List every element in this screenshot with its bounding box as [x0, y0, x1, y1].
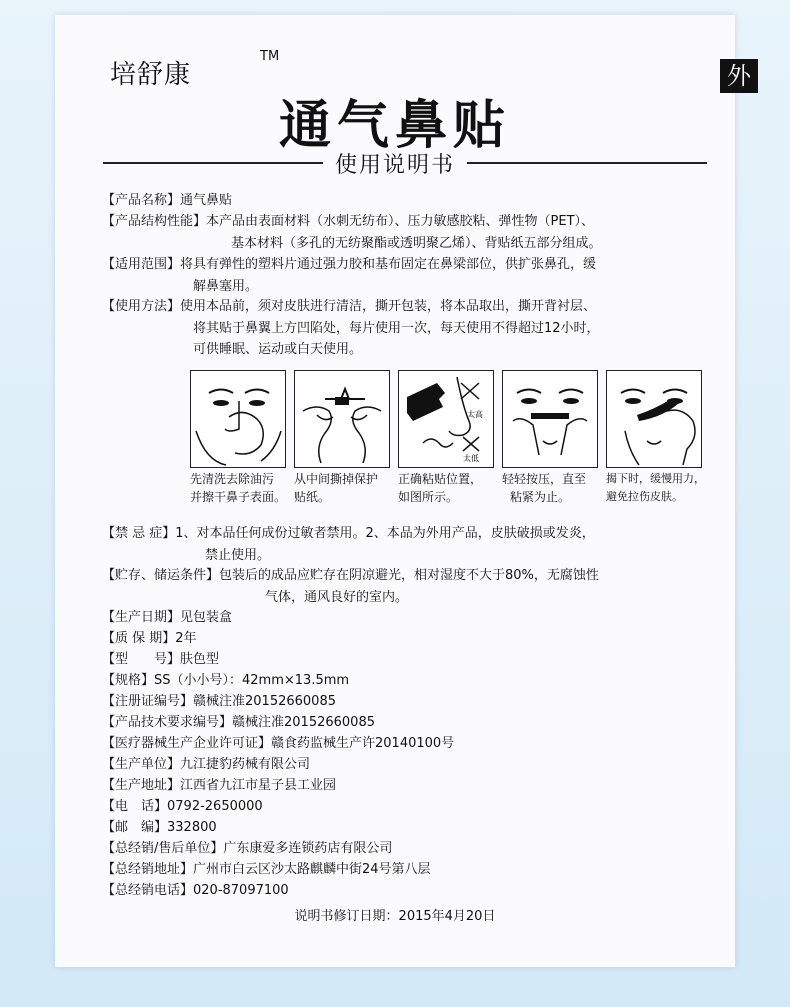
usage-label: 【使用方法】	[102, 299, 181, 314]
brand-name: 培舒康	[110, 60, 192, 90]
usage-line2: 将其贴于鼻翼上方凹陷处，每片使用一次，每天使用不得超过12小时，	[193, 321, 600, 336]
structure-line1: 本产品由表面材料（水刺无纺布）、压力敏感胶粘、弹性物（PET）、	[206, 214, 595, 229]
spec-row-warranty: 【质 保 期】2年	[102, 631, 197, 646]
storage-label: 【贮存、储运条件】	[102, 568, 220, 583]
external-use-badge: 外	[720, 59, 758, 93]
divider-right	[467, 162, 707, 164]
spec-row-distributor-address: 【总经销地址】广州市白云区沙太路麒麟中街24号第八层	[102, 862, 431, 877]
spec-row-distributor-phone: 【总经销电话】020-87097100	[102, 883, 289, 898]
structure-line2: 基本材料（多孔的无纺聚酯或透明聚乙烯）、背贴纸五部分组成。	[231, 236, 602, 251]
usage-row	[102, 297, 596, 317]
structure-label: 【产品结构性能】	[102, 214, 207, 229]
trademark-mark: TM	[260, 49, 280, 64]
spec-row-distributor: 【总经销/售后单位】广东康爱多连锁药店有限公司	[102, 841, 393, 856]
spec-row-model: 【型 号】肤色型	[102, 652, 220, 667]
illustration-peel-backing	[294, 370, 390, 468]
spec-row-phone: 【电 话】0792-2650000	[102, 799, 263, 814]
illustration-clean-nose	[190, 370, 286, 468]
spec-row-manufacturer: 【生产单位】九江捷豹药械有限公司	[102, 757, 311, 772]
contra-line2: 禁止使用。	[205, 548, 271, 563]
spec-row-registration: 【注册证编号】赣械注准20152660085	[102, 694, 336, 709]
illustration-press-strip	[502, 370, 598, 468]
illustration-remove-strip	[606, 370, 702, 468]
structure-row	[102, 212, 594, 232]
spec-row-production-date: 【生产日期】见包装盒	[102, 610, 233, 625]
too-low-label: 太低	[463, 454, 479, 463]
spec-row-postcode: 【邮 编】332800	[102, 820, 217, 835]
scope-label: 【适用范围】	[102, 257, 181, 272]
contra-label: 【禁 忌 症】	[102, 526, 176, 541]
illustration-position-guide	[398, 370, 494, 468]
scope-line1: 将具有弹性的塑料片通过强力胶和基布固定在鼻梁部位，供扩张鼻孔，缓	[180, 257, 597, 272]
spec-row-size: 【规格】SS（小小号）：42mm×13.5mm	[102, 673, 350, 688]
contra-line1: 1、对本品任何成份过敏者禁用。2、本品为外用产品，皮肤破损或发炎，	[175, 526, 595, 541]
storage-line1: 包装后的成品应贮存在阴凉避光，相对湿度不大于80%，无腐蚀性	[219, 568, 599, 583]
revision-date: 说明书修订日期：2015年4月20日	[294, 909, 496, 924]
product-name-row	[102, 191, 232, 211]
storage-row	[102, 566, 599, 586]
spec-row-address: 【生产地址】江西省九江市星子县工业园	[102, 778, 337, 793]
usage-line1: 使用本品前，须对皮肤进行清洁，撕开包装，将本品取出，撕开背衬层、	[180, 299, 597, 314]
document-subtitle: 使用说明书	[334, 153, 455, 178]
caption-step3: 正确粘贴位置， 如图所示。	[398, 472, 483, 504]
product-name-label: 【产品名称】	[102, 193, 181, 208]
scope-line2: 解鼻塞用。	[193, 279, 259, 294]
too-high-label: 太高	[467, 410, 483, 419]
caption-step1: 先清洗去除油污 并擦干鼻子表面。	[190, 472, 287, 504]
storage-line2: 气体，通风良好的室内。	[265, 590, 409, 605]
caption-step4: 轻轻按压，直至 粘紧为止。	[502, 472, 587, 504]
caption-step5: 揭下时，缓慢用力， 避免拉伤皮肤。	[606, 472, 705, 503]
spec-row-tech-requirement: 【产品技术要求编号】赣械注准20152660085	[102, 715, 375, 730]
product-name-value: 通气鼻贴	[180, 193, 233, 208]
usage-line3: 可供睡眠、运动或白天使用。	[193, 342, 363, 357]
product-title: 通气鼻贴	[278, 96, 511, 156]
contra-row	[102, 524, 595, 544]
caption-step2: 从中间撕掉保护 贴纸。	[294, 472, 379, 504]
spec-row-license: 【医疗器械生产企业许可证】赣食药监械生产许20140100号	[102, 736, 455, 751]
instruction-sheet	[55, 15, 751, 967]
scope-row	[102, 255, 596, 275]
